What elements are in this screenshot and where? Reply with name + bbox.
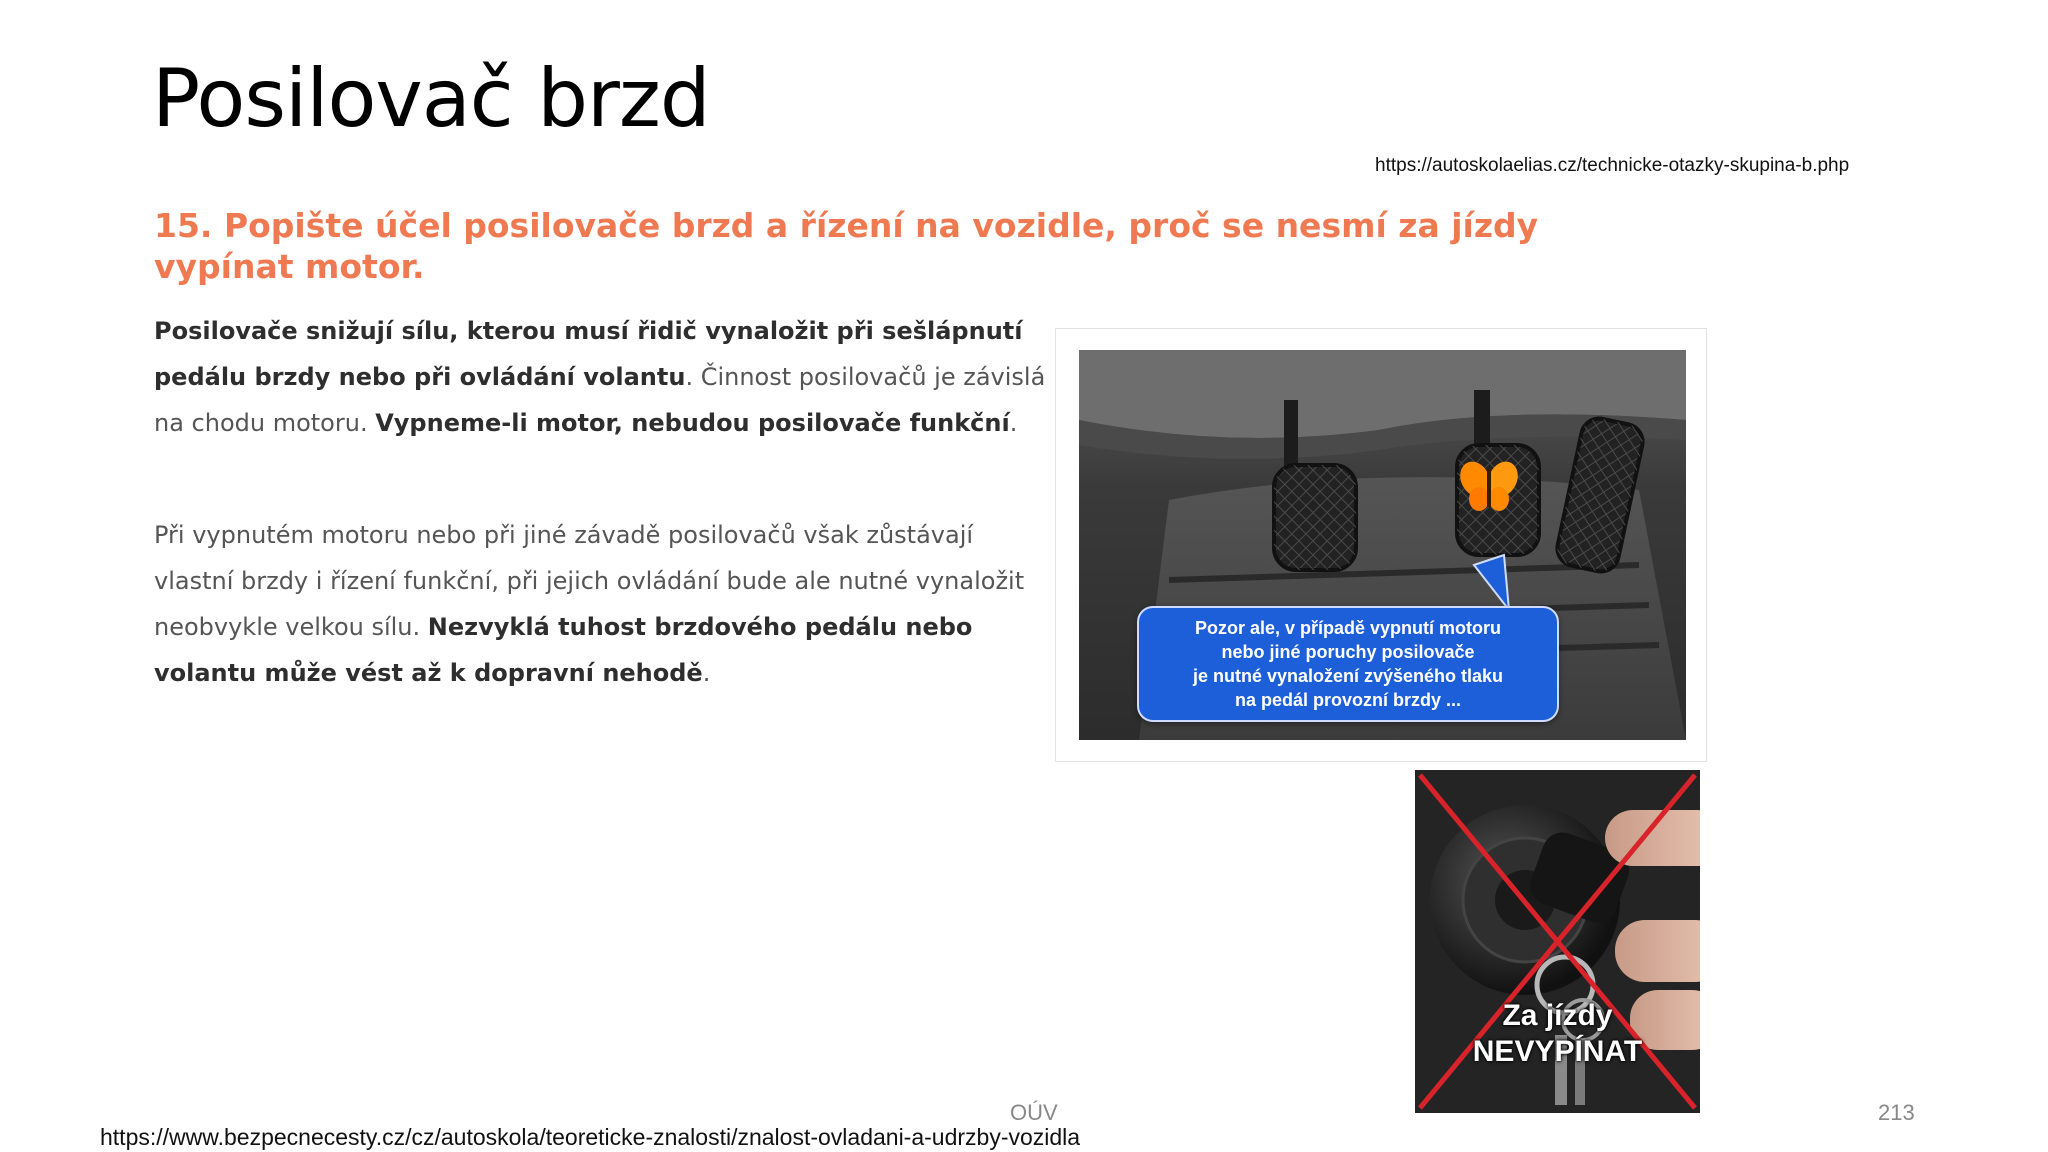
page-number: 213: [1878, 1100, 1915, 1125]
footer-label: OÚV: [1010, 1100, 1058, 1125]
warning-speech-bubble: [1137, 606, 1559, 722]
ignition-key-image: [1415, 770, 1700, 1113]
paragraph-1: [154, 308, 1054, 446]
bubble-line: Pozor ale, v případě vypnutí motoru: [1194, 618, 1502, 638]
paragraph-1-text-1: . Činnost posilovačů je závislá na chodu motoru.: [154, 363, 1046, 437]
source-link-bottom[interactable]: https://www.bezpecnecesty.cz/cz/autoskola/teoreticke-znalosti/znalost-ovladani-a-udrzby-vozidla: [100, 1124, 1081, 1150]
paragraph-1-bold-2: Vypneme-li motor, nebudou posilovače funkční: [375, 409, 1010, 437]
paragraph-1-text-2: .: [1009, 409, 1018, 437]
slide-title: Posilovač brzd: [152, 52, 710, 145]
paragraph-2-text-1: Při vypnutém motoru nebo při jiné závadě posilovačů však zůstávají vlastní brzdy i řízení funkční, při jejich ovládání bude ale nutné vynaložit neobvykle velkou sílu.: [154, 521, 1025, 641]
key-caption: [1415, 998, 1700, 1070]
paragraph-2-text-2: .: [702, 659, 711, 687]
key-caption-line-2: NEVYPÍNAT: [1472, 1035, 1643, 1068]
bubble-line: na pedál provozní brzdy ...: [1234, 690, 1462, 710]
key-caption-line-1: Za jízdy: [1502, 999, 1613, 1032]
paragraph-1-bold-1: Posilovače snižují sílu, kterou musí řidič vynaložit při sešlápnutí pedálu brzdy nebo při ovládání volantu: [154, 317, 1023, 391]
bubble-line: nebo jiné poruchy posilovače: [1221, 642, 1475, 662]
paragraph-2: [154, 512, 1054, 696]
question-heading: 15. Popište účel posilovače brzd a řízení na vozidle, proč se nesmí za jízdy vypínat motor.: [154, 206, 1539, 286]
bubble-line: je nutné vynaložení zvýšeného tlaku: [1192, 666, 1504, 686]
source-link-top[interactable]: https://autoskolaelias.cz/technicke-otazky-skupina-b.php: [1375, 155, 1850, 176]
paragraph-2-bold-1: Nezvyklá tuhost brzdového pedálu nebo volantu může vést až k dopravní nehodě: [154, 613, 973, 687]
